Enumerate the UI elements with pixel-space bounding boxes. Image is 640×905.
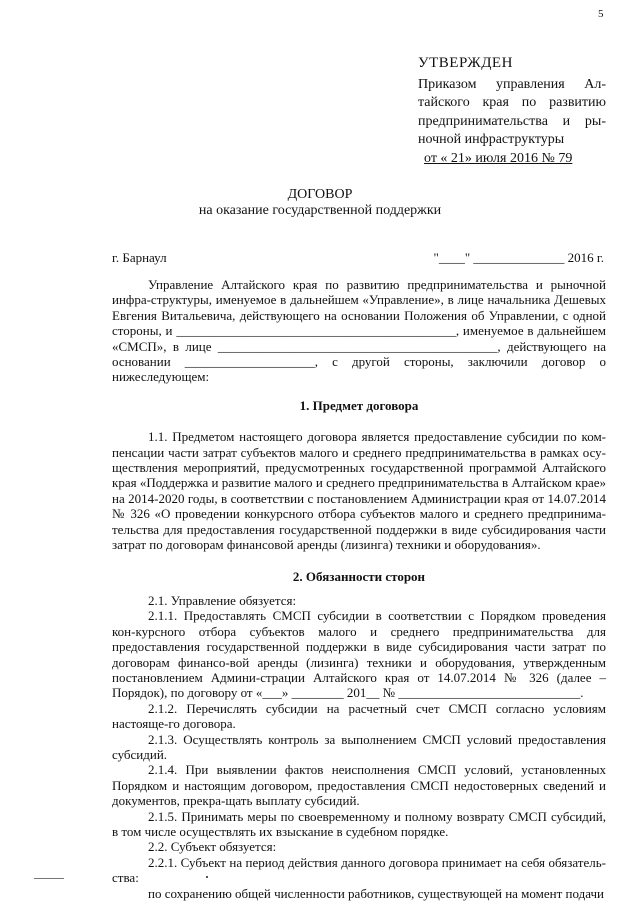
- footer-dot: [206, 876, 208, 878]
- clause-2-1-5: 2.1.5. Принимать меры по своевременному и полному возврату СМСП субсидий, в том числе осуществлять их взыскание в судебном порядке.: [112, 808, 606, 839]
- city: г. Барнаул: [112, 250, 167, 265]
- approval-stamp: [418, 54, 606, 168]
- clause-2-1: 2.1. Управление обязуется:: [148, 592, 297, 608]
- contract-body: [112, 277, 606, 901]
- page-number: 5: [598, 8, 604, 20]
- contract-title: ДОГОВОР: [287, 187, 353, 202]
- clause-1-1: 1.1. Предметом настоящего договора является предоставление субсидии по ком-пенсации части затрат субъектов малого и среднего предпринимательства в рамках осу-ществления мероприятий, предусмотренных государственной программой Алтайского края «Поддержка и развитие малого и среднего предпринимательства в Алтайском крае» на 2014-2020 годы, в соответствии с постановлением Администрации края от 14.07.2014 № 326 «О проведении конкурсного отбора субъектов малого и среднего предпринима-тельства для предоставления государственной поддержки в виде субсидирования части затрат по договорам финансовой аренды (лизинга) техники и оборудования».: [112, 429, 606, 553]
- approval-heading: УТВЕРЖДЕН: [418, 55, 513, 71]
- preamble: Управление Алтайского края по развитию предпринимательства и рыночной инфра-структуры, именуемое в дальнейшем «Управление», в лице начальника Дешевых Евгения Витальевича, действующего на основании Положения об Управлении, с одной стороны, и ___________________________________________, именуемое в дальнейшем «СМСП», в лице ___________________________________________, действующего на основании ____________________, с другой стороны, заключили договор о нижеследующем:: [112, 277, 606, 385]
- approval-line: Приказом управления Ал-: [418, 76, 606, 92]
- approval-line: тайского края по развитию: [418, 95, 606, 110]
- clause-2-1-2: 2.1.2. Перечислять субсидии на расчетный счет СМСП согласно условиям настояще-го договора.: [112, 700, 606, 732]
- clause-2-1-3: 2.1.3. Осуществлять контроль за выполнением СМСП условий предоставления субсидий.: [112, 731, 606, 762]
- clause-2-1-4: 2.1.4. При выявлении фактов неисполнения СМСП условий, установленных Порядком и настоящим договором, предоставления СМСП недостоверных сведений и документов, прекра-щать выплату субсидий.: [112, 762, 606, 809]
- section-2-heading: 2. Обязанности сторон: [292, 568, 426, 584]
- approval-line: ночной инфраструктуры: [418, 132, 565, 147]
- contract-date: "____" ______________ 2016 г.: [433, 250, 604, 265]
- section-1-heading: 1. Предмет договора: [299, 397, 419, 413]
- clause-2-2-1-a: по сохранению общей численности работников, существующей на момент подачи: [148, 885, 604, 901]
- footer-mark: [34, 878, 64, 879]
- approval-order: от « 21» июля 2016 № 79: [424, 150, 573, 166]
- clause-2-2: 2.2. Субъект обязуется:: [148, 839, 277, 855]
- approval-line: предпринимательства и ры-: [418, 113, 606, 129]
- contract-subtitle: на оказание государственной поддержки: [198, 203, 442, 218]
- clause-2-1-1: 2.1.1. Предоставлять СМСП субсидии в соответствии с Порядком проведения кон-курсного отбора субъектов малого и среднего предпринимательства для предоставления государственной поддержки в виде субсидирования части затрат по договорам финансо-вой аренды (лизинга) техники и оборудования, утвержденным постановлением Админи-страции Алтайского края от 14.07.2014 № 326 (далее – Порядок), по договору от «___» ________ 201__ № ____________________________.: [112, 608, 606, 701]
- clause-2-2-1: 2.2.1. Субъект на период действия данного договора принимает на себя обязатель-ства:: [112, 854, 606, 886]
